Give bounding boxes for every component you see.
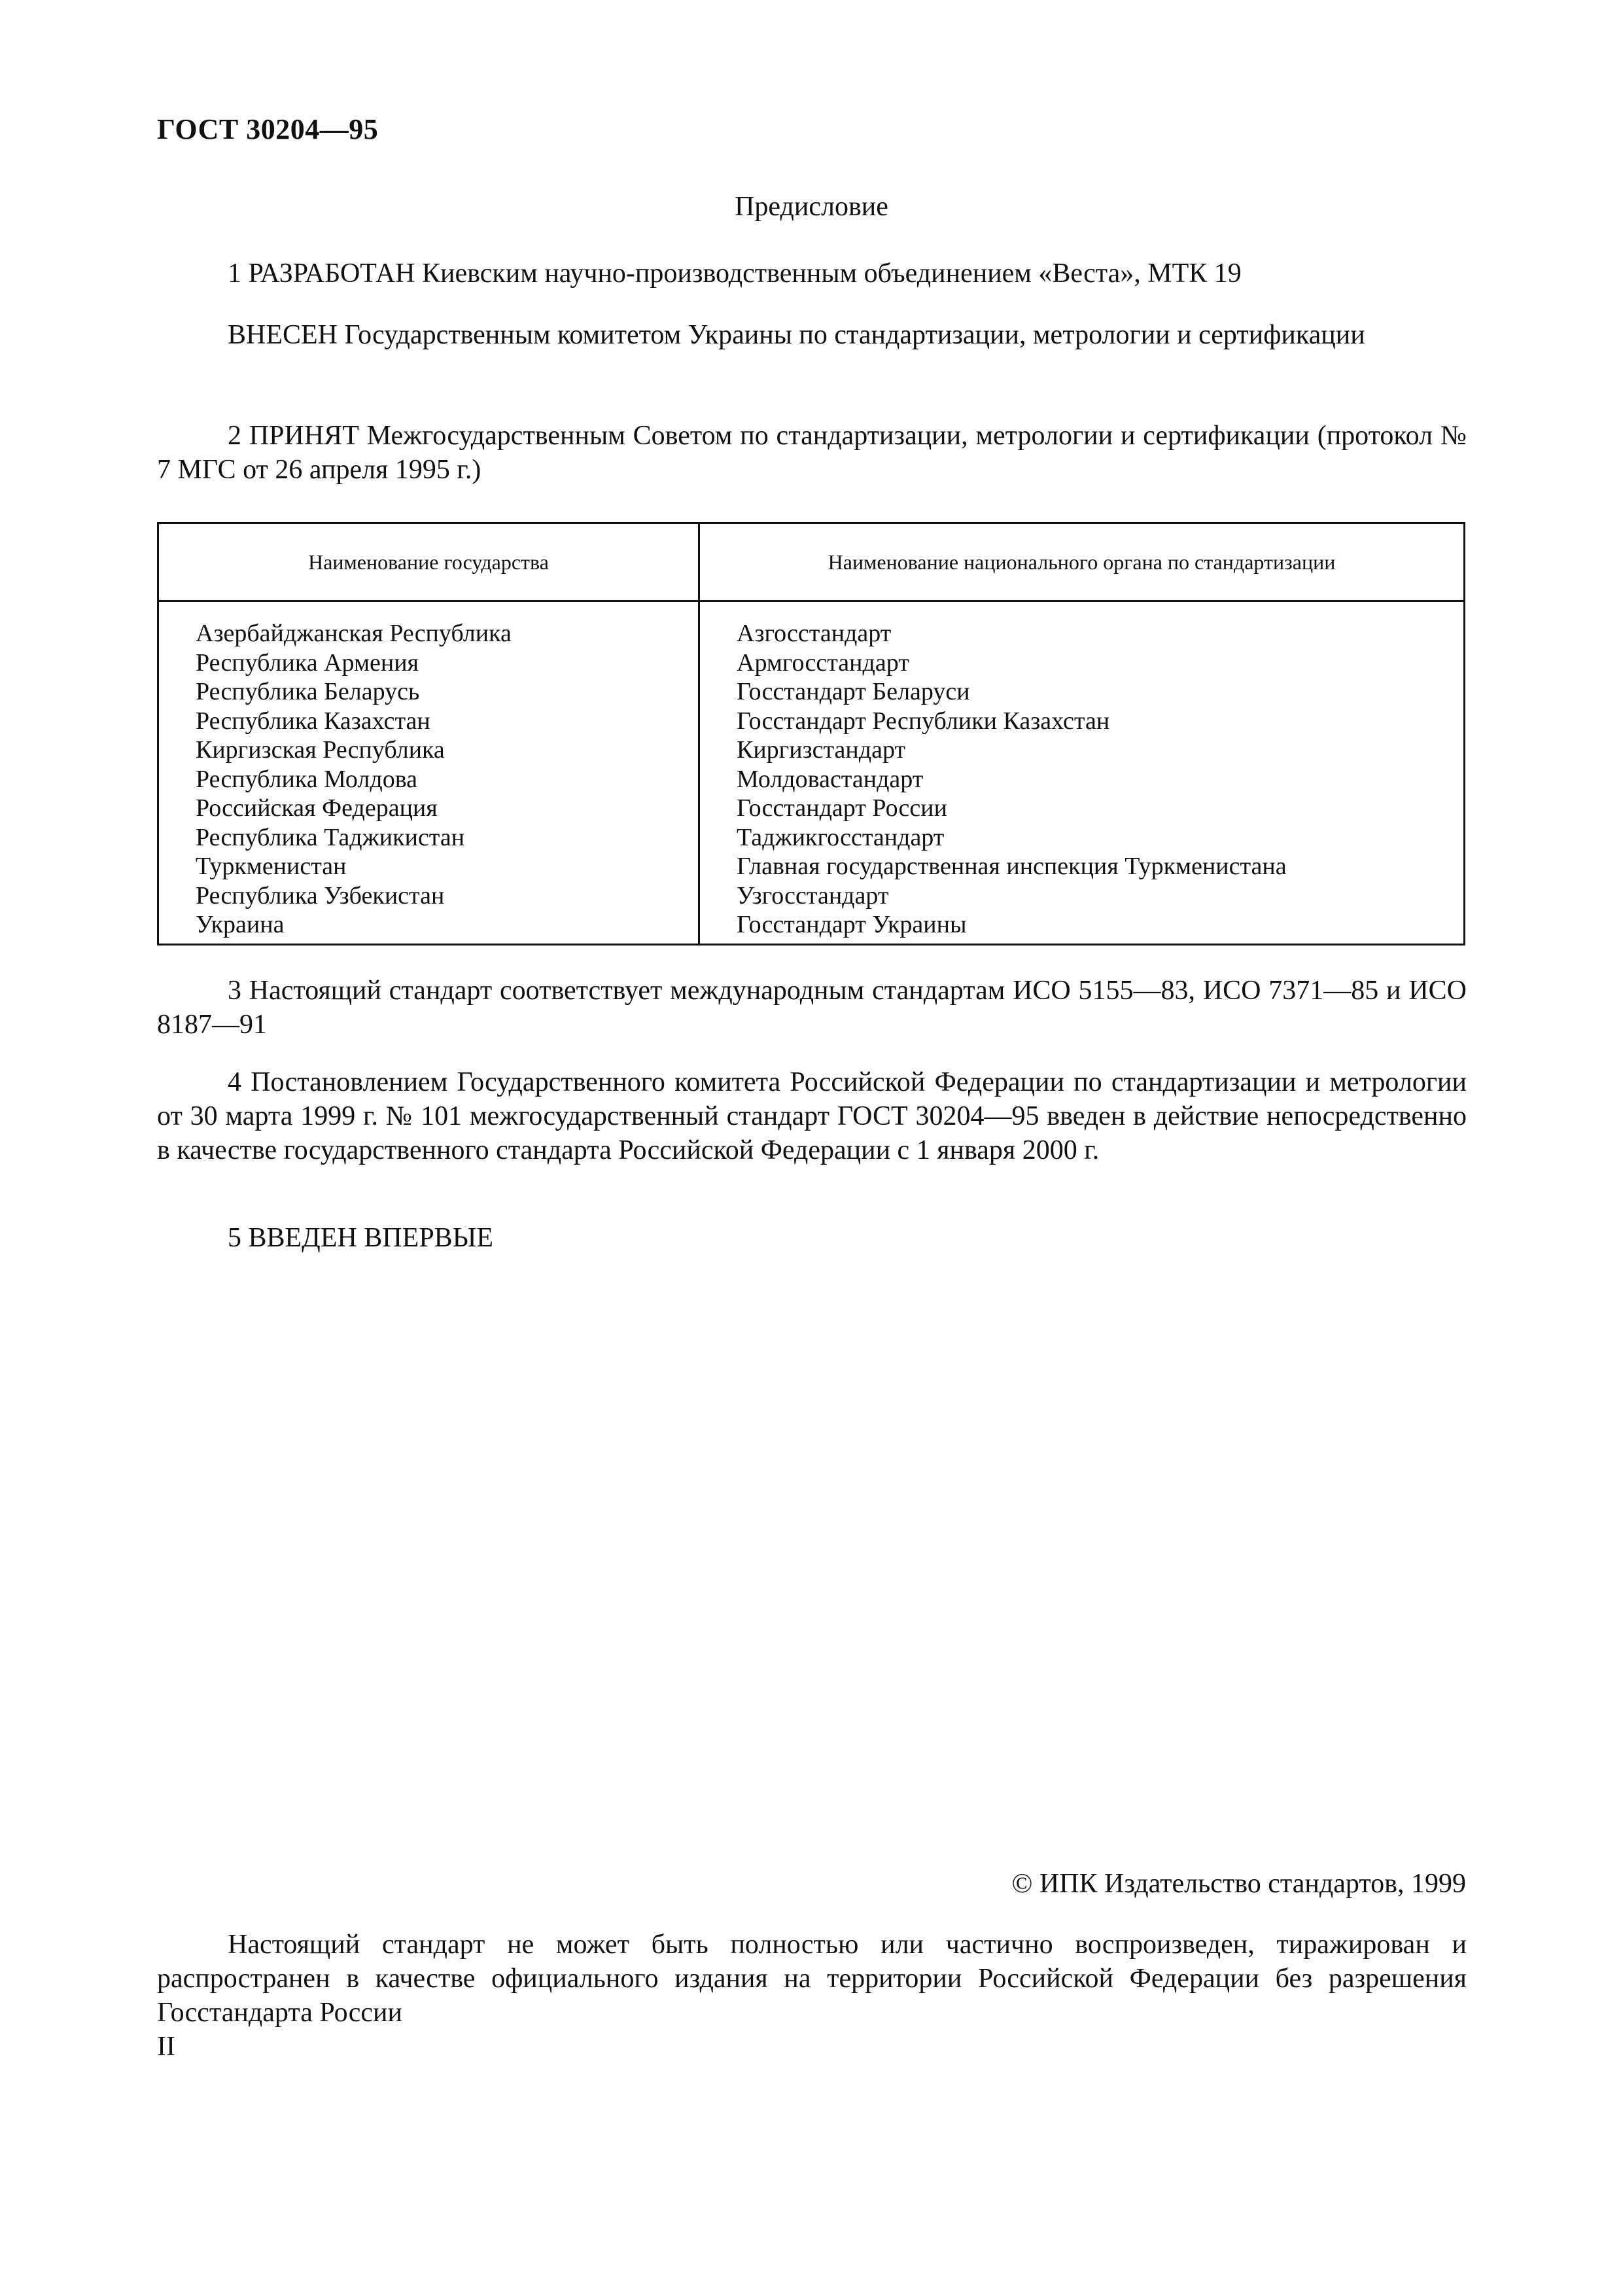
standards-body-name: Узгосстандарт	[737, 881, 889, 910]
paragraph-text: 3 Настоящий стандарт соответствует международным стандартам ИСО 5155—83, ИСО 7371—85 и ИСО 8187—91	[157, 976, 1467, 1040]
standards-bodies-cell	[699, 601, 1465, 945]
state-name: Республика Беларусь	[196, 678, 420, 705]
column-header-standards-body: Наименование национального органа по стандартизации	[699, 523, 1465, 601]
paragraph-text: ВНЕСЕН Государственным комитетом Украины по стандартизации, метрологии и сертификации	[228, 320, 1365, 350]
standards-body-name: Госстандарт Украины	[737, 911, 967, 938]
reproduction-notice	[157, 1928, 1467, 2030]
standard-code-header: ГОСТ 30204—95	[157, 113, 379, 145]
state-name: Украина	[196, 911, 285, 938]
paragraph-submitted-by	[157, 318, 1467, 352]
table-row	[158, 601, 1465, 945]
standards-body-name: Азгосстандарт	[737, 620, 892, 647]
state-name: Туркменистан	[196, 853, 347, 880]
state-names-cell	[158, 601, 699, 945]
paragraph-introduced-first-time	[157, 1221, 1467, 1255]
standards-body-name: Госстандарт Республики Казахстан	[737, 707, 1110, 735]
state-name: Азербайджанская Республика	[196, 620, 512, 647]
column-header-state: Наименование государства	[158, 523, 699, 601]
standards-body-name: Киргизстандарт	[737, 736, 906, 764]
state-name: Республика Узбекистан	[196, 881, 445, 910]
paragraph-text: 5 ВВЕДЕН ВПЕРВЫЕ	[228, 1223, 493, 1253]
standards-body-name: Армгосстандарт	[737, 648, 909, 677]
paragraph-enactment	[157, 1065, 1467, 1167]
standards-body-name: Главная государственная инспекция Туркменистана	[737, 853, 1287, 880]
member-states-table	[157, 522, 1465, 945]
paragraph-international-conformity	[157, 974, 1467, 1042]
state-name: Российская Федерация	[196, 794, 438, 822]
paragraph-developed-by	[157, 256, 1467, 291]
state-name: Республика Армения	[196, 648, 419, 677]
paragraph-text: 1 РАЗРАБОТАН Киевским научно-производственным объединением «Веста», МТК 19	[228, 258, 1242, 289]
paragraph-text: 4 Постановлением Государственного комитета Российской Федерации по стандартизации и метрологии от 30 марта 1999 г. № 101 межгосударственный стандарт ГОСТ 30204—95 введен в действие непосредственно в качестве государственного стандарта Российской Федерации с 1 января 2000 г.	[157, 1067, 1467, 1165]
state-name: Республика Таджикистан	[196, 823, 465, 851]
paragraph-text: 2 ПРИНЯТ Межгосударственным Советом по стандартизации, метрологии и сертификации (протокол № 7 МГС от 26 апреля 1995 г.)	[157, 421, 1467, 485]
paragraph-text: Настоящий стандарт не может быть полностью или частично воспроизведен, тиражирован и распространен в качестве официального издания на территории Российской Федерации без разрешения Госстандарта России	[157, 1930, 1467, 2028]
state-name: Республика Казахстан	[196, 707, 430, 735]
standards-body-name: Таджикгосстандарт	[737, 823, 945, 851]
copyright-notice: © ИПК Издательство стандартов, 1999	[1011, 1869, 1466, 1899]
table-header-row	[158, 523, 1465, 601]
paragraph-adopted-by	[157, 419, 1467, 487]
standards-body-name: Госстандарт России	[737, 794, 947, 822]
state-name: Киргизская Республика	[196, 736, 445, 764]
section-title-foreword: Предисловие	[735, 192, 888, 222]
state-name: Республика Молдова	[196, 765, 418, 793]
standards-body-name: Госстандарт Беларуси	[737, 678, 970, 705]
page-number: II	[157, 2032, 175, 2062]
standards-body-name: Молдовастандарт	[737, 765, 924, 793]
